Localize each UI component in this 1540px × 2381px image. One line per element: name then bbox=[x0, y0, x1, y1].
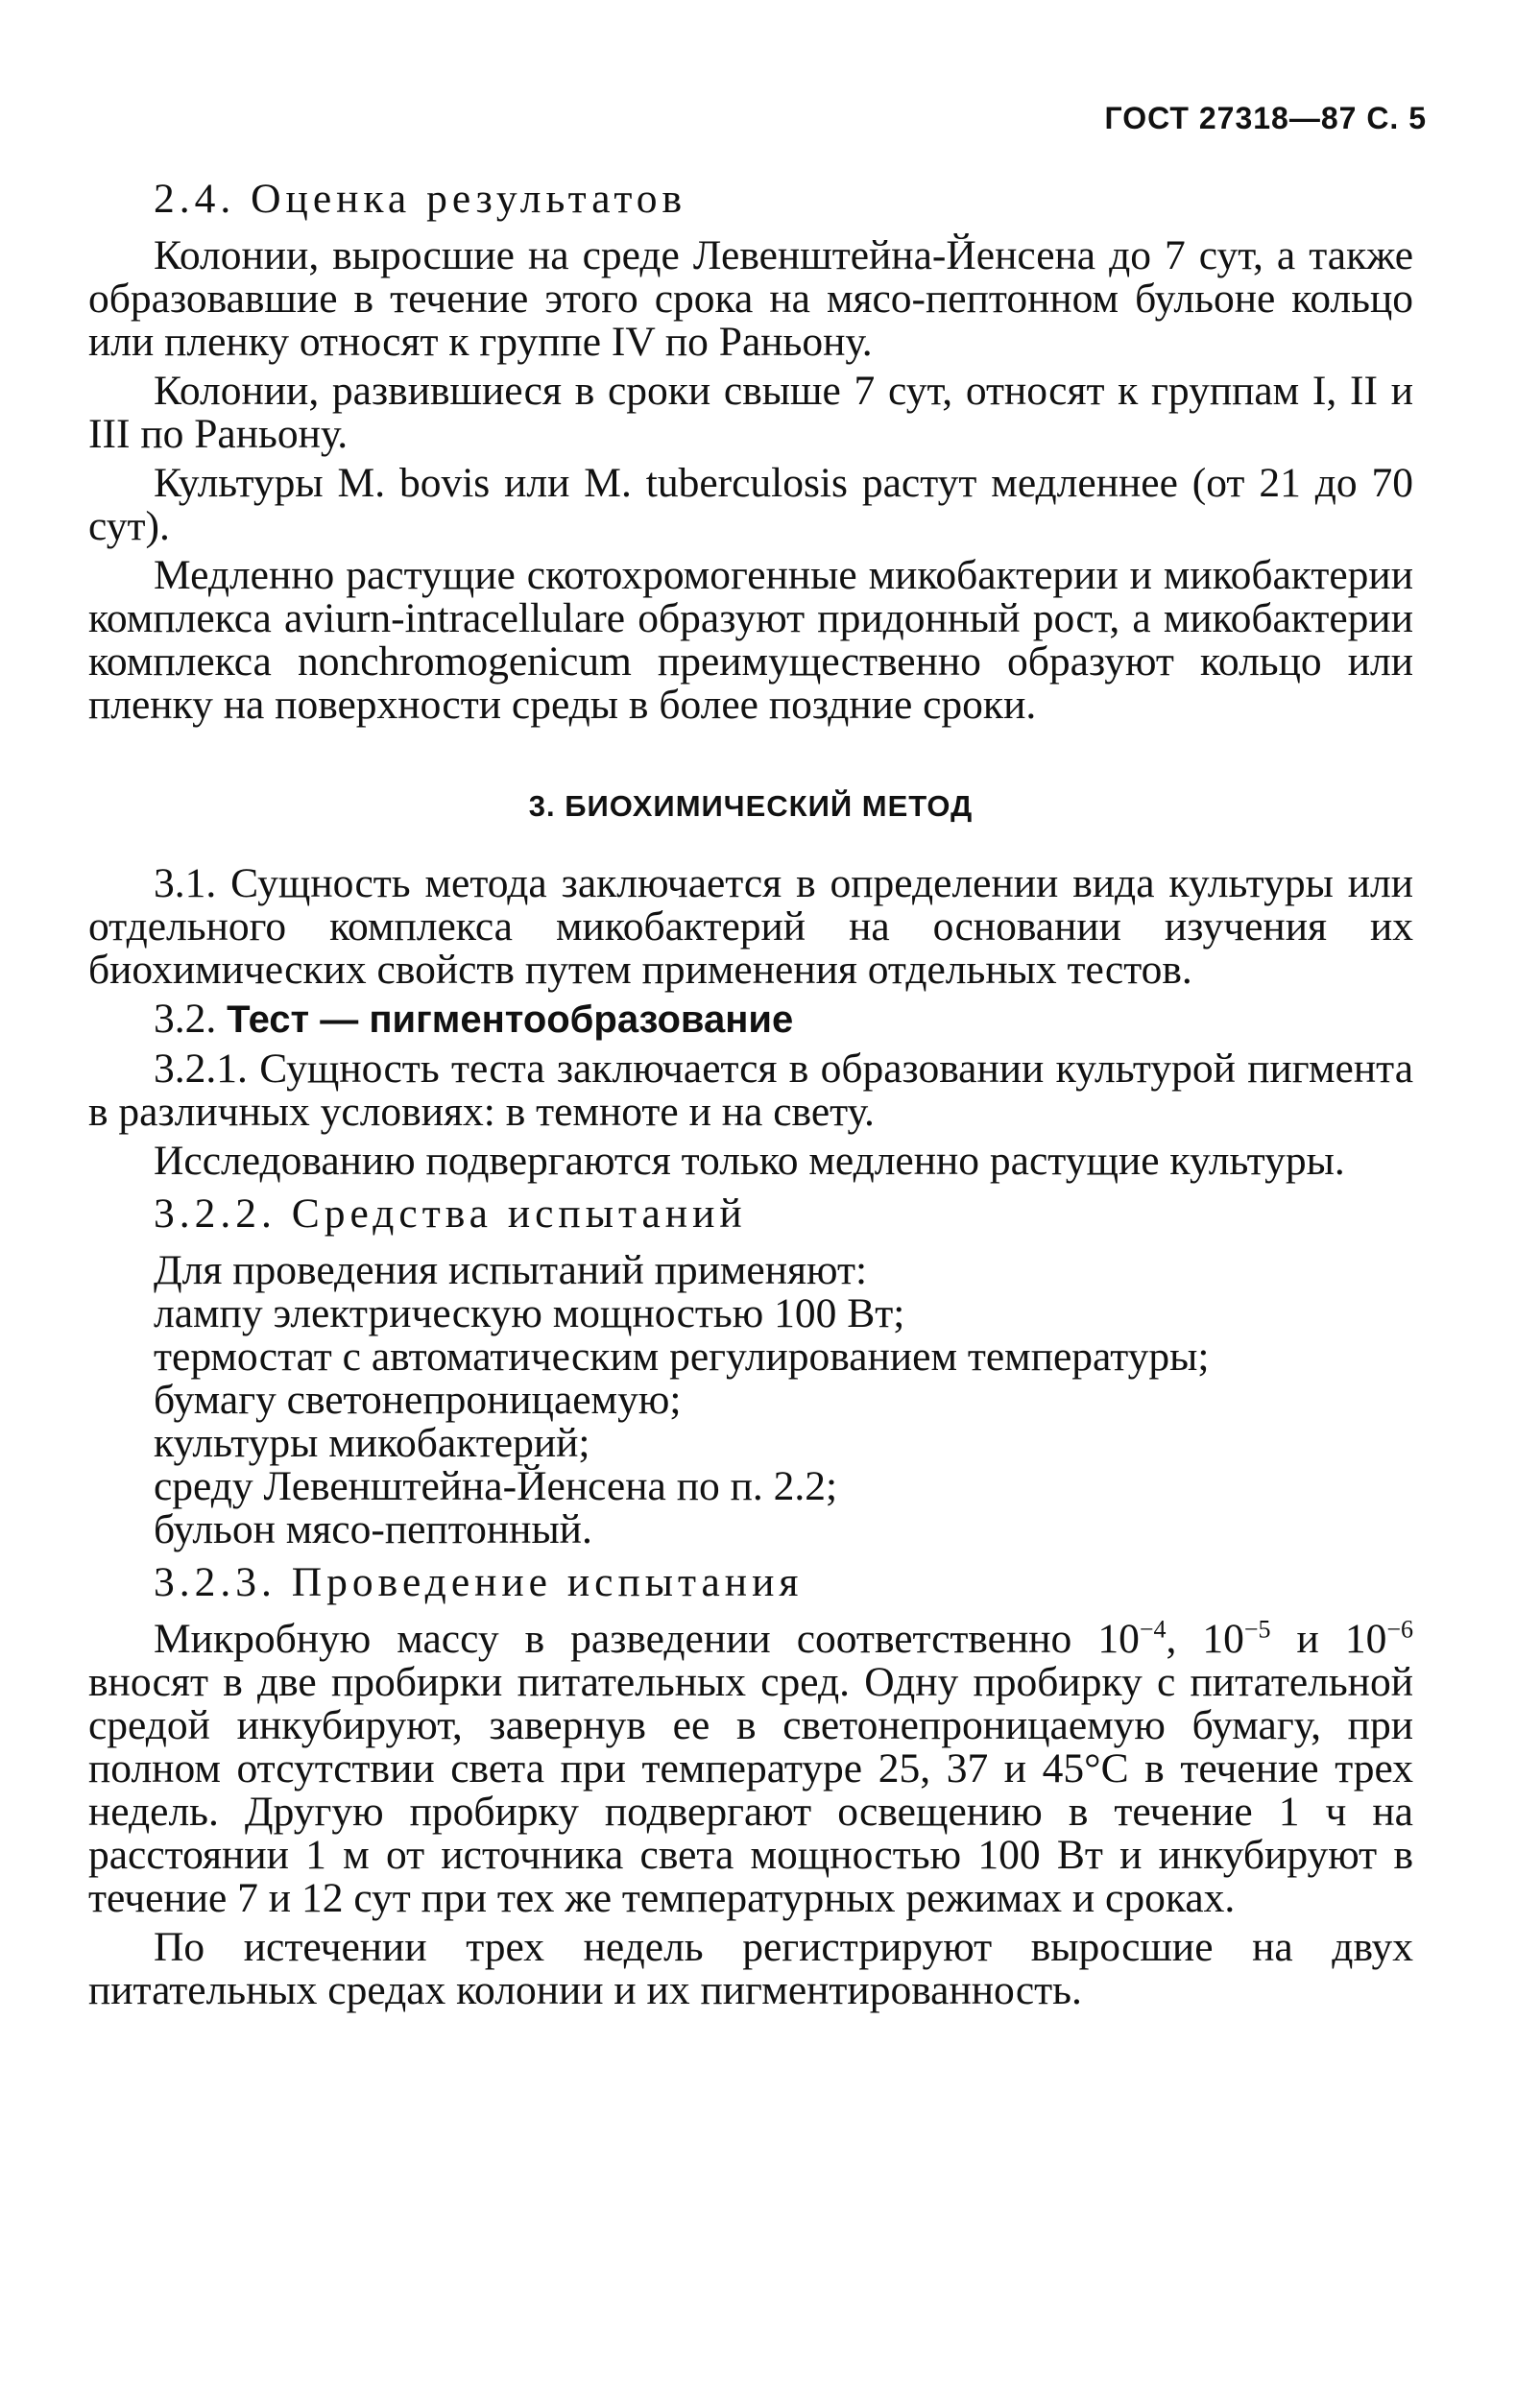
paragraph: По истечении трех недель регистрируют выросшие на двух питательных средах колонии и их пигментированность. bbox=[88, 1924, 1413, 2013]
list-item: термостат с автоматическим регулированием температуры; bbox=[154, 1334, 1210, 1380]
exponent: −4 bbox=[1139, 1615, 1167, 1644]
section-2-4-heading: 2.4. Оценка результатов bbox=[154, 176, 687, 222]
document-body bbox=[88, 178, 1413, 2012]
subsection-3-2-2-heading: 3.2.2. Средства испытаний bbox=[154, 1190, 747, 1237]
section-3-title: 3. БИОХИМИЧЕСКИЙ МЕТОД bbox=[528, 789, 974, 823]
list-item: культуры микобактерий; bbox=[154, 1420, 590, 1466]
paragraph: Колонии, развившиеся в сроки свыше 7 сут, относят к группам I, II и III по Раньону. bbox=[88, 368, 1413, 457]
text-span: вносят в две пробирки питательных сред. Одну пробирку с питательной средой инкубируют, завернув ее в светонепроницаемую бумагу, при полном отсутствии света при температуре 25, 37 и 45°С в течение трех недель. Другую пробирку подвергают освещению в течение 1 ч на расстоянии 1 м от источника света мощностью 100 Вт и инкубируют в течение 7 и 12 сут при тех же температурных режимах и сроках. bbox=[88, 1659, 1413, 1921]
list-item: лампу электрическую мощностью 100 Вт; bbox=[154, 1290, 905, 1336]
list-item: среду Левенштейна-Йенсена по п. 2.2; bbox=[154, 1463, 838, 1509]
exponent: −6 bbox=[1386, 1615, 1414, 1644]
paragraph: 3.1. Сущность метода заключается в определении вида культуры или отдельного комплекса микобактерий на основании изучения их биохимических свойств путем применения отдельных тестов. bbox=[88, 860, 1413, 993]
paragraph: Медленно растущие скотохромогенные микобактерии и микобактерии комплекса aviurn-intracellulare образуют придонный рост, а микобактерии комплекса nonchromogenicum преимущественно образуют кольцо или пленку на поверхности среды в более поздние сроки. bbox=[88, 552, 1413, 728]
subsection-3-2-3-heading: 3.2.3. Проведение испытания bbox=[154, 1559, 804, 1605]
paragraph: Микробную массу в разведении соответственно $10^{-4}$, $10^{-5}$ и $10^{-6}$ вносят в две пробирки питательных сред. Одну пробирку с питательной средой инкубируют, завернув ее в светонепроницаемую бумагу, при полном отсутствии света при температуре 25, 37 и 45°С в течение трех недель. Другую пробирку подвергают освещению в течение 1 ч на расстоянии 1 м от источника света мощностью 100 Вт и инкубируют в течение 7 и 12 сут при тех же температурных режимах и сроках. bbox=[88, 1615, 1414, 1921]
exponent-base: 10 bbox=[1344, 1616, 1387, 1662]
exponent-base: 10 bbox=[1202, 1616, 1244, 1662]
list-item: бумагу светонепроницаемую; bbox=[154, 1377, 682, 1423]
paragraph: 3.2.1. Сущность теста заключается в образовании культурой пигмента в различных условиях: в темноте и на свету. bbox=[88, 1046, 1413, 1135]
subsection-3-2-heading bbox=[154, 998, 1413, 1042]
paragraph: Культуры M. bovis или M. tuberculosis растут медленнее (от 21 до 70 сут). bbox=[88, 460, 1413, 549]
list-intro: Для проведения испытаний применяют: bbox=[154, 1247, 868, 1293]
subsection-title: Тест — пигментообразование bbox=[227, 998, 794, 1041]
paragraph: Исследованию подвергаются только медленно растущие культуры. bbox=[154, 1138, 1345, 1184]
text-span: и bbox=[1270, 1616, 1345, 1662]
subsection-number: 3.2. bbox=[154, 996, 217, 1042]
exponent-base: 10 bbox=[1097, 1616, 1140, 1662]
text-span: Микробную массу в разведении соответственно bbox=[154, 1616, 1098, 1662]
running-header: ГОСТ 27318—87 С. 5 bbox=[1104, 101, 1427, 135]
paragraph: Колонии, выросшие на среде Левенштейна-Йенсена до 7 сут, а также образовавшие в течение этого срока на мясо-пептонном бульоне кольцо или пленку относят к группе IV по Раньону. bbox=[88, 232, 1413, 365]
exponent: −5 bbox=[1243, 1615, 1271, 1644]
list-item: бульон мясо-пептонный. bbox=[154, 1506, 592, 1552]
